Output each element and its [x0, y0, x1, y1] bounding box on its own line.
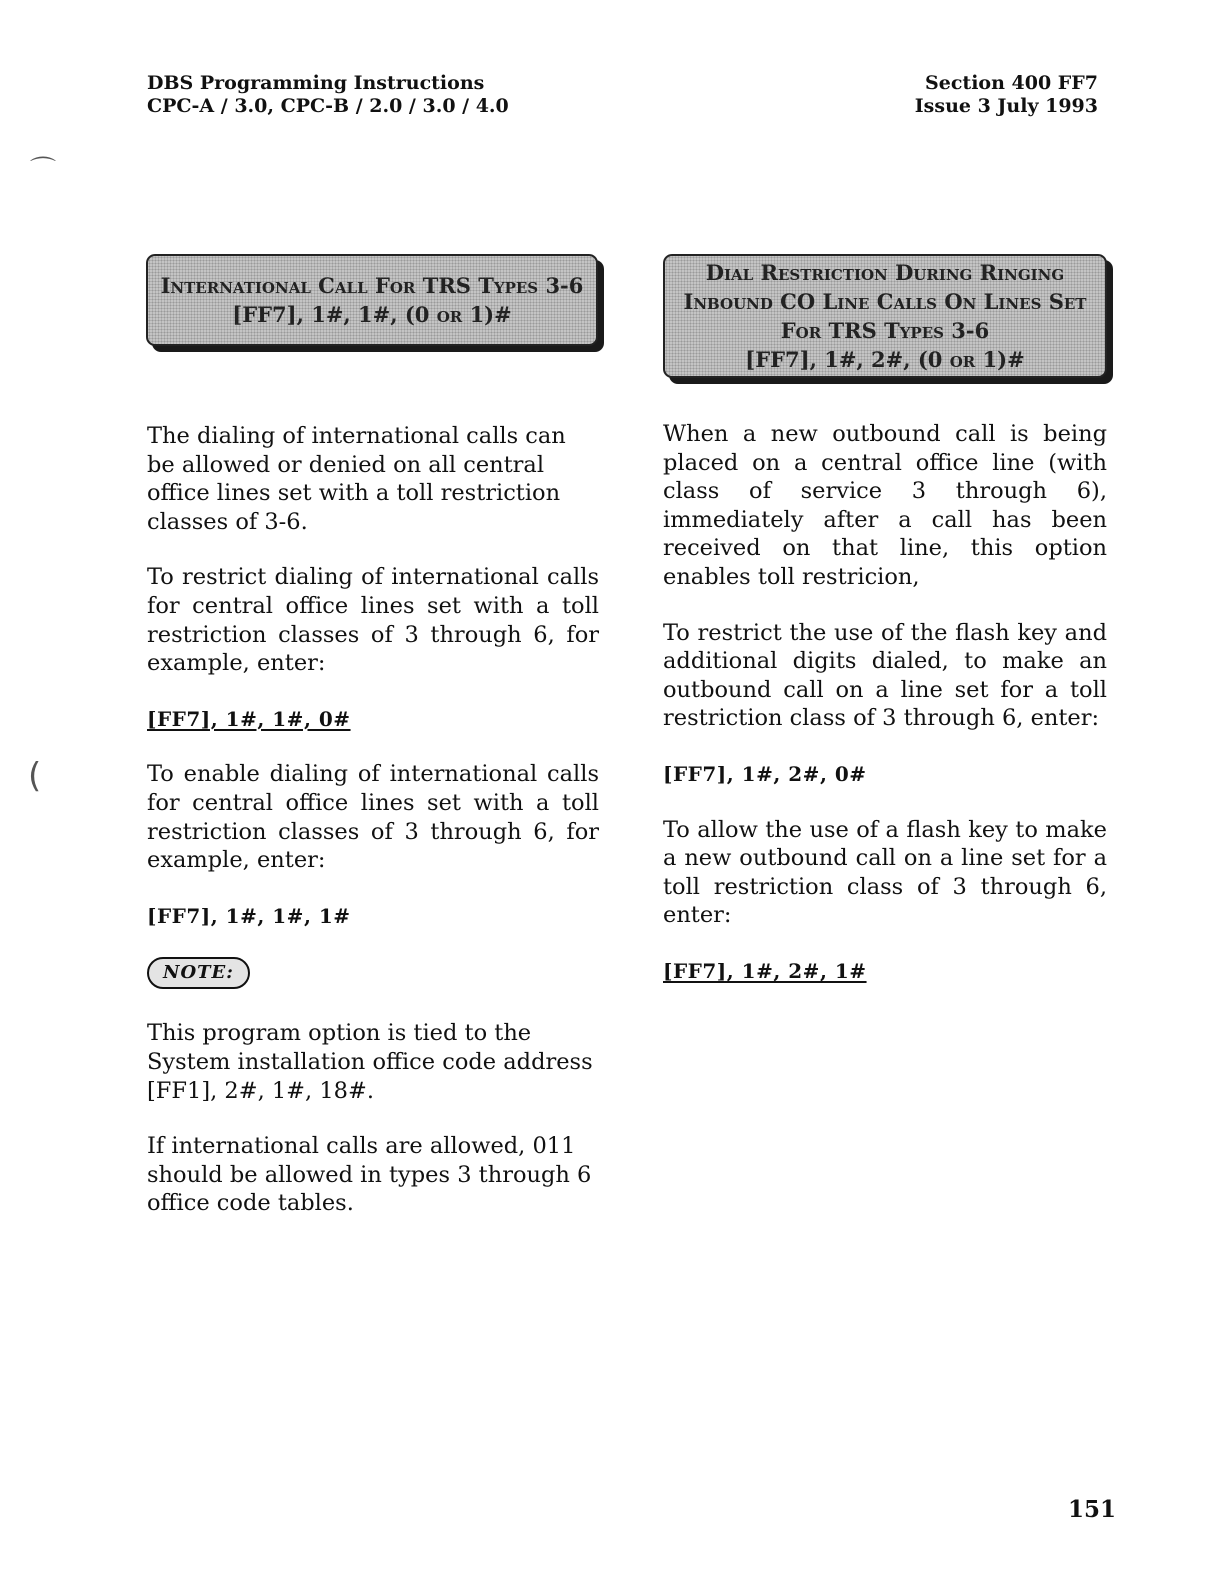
scan-mark-left: ( [28, 756, 42, 796]
scan-mark-top-left: ⌒ [30, 156, 57, 186]
left-paragraph-note: This program option is tied to the System installation office code address [FF1], 2#, 1#, 18#. [147, 1020, 593, 1104]
right-paragraph-restrict: To restrict the use of the flash key and additional digits dialed, to make an outbound call on a line set for a toll restriction class of 3 through 6, enter: [663, 619, 1107, 732]
right-title-line4: [FF7], 1#, 2#, (0 or 1)# [745, 347, 1025, 372]
issue-date: Issue 3 July 1993 [914, 95, 1098, 117]
doc-title: DBS Programming Instructions [147, 72, 485, 94]
right-code-allow: [FF7], 1#, 2#, 1# [663, 958, 867, 983]
section-label: Section 400 FF7 [925, 72, 1098, 94]
left-title-line1: International Call For TRS Types 3-6 [160, 273, 584, 298]
header-right [915, 72, 1098, 118]
right-title-box [663, 254, 1107, 378]
page-number: 151 [1067, 1496, 1116, 1523]
right-paragraph-intro: When a new outbound call is being placed on a central office line (with class of service 3 through 6), immediately after a call has been received on that line, this option enables toll restricion, [663, 421, 1107, 590]
right-title-line2: Inbound CO Line Calls On Lines Set [683, 289, 1087, 314]
left-code-restrict: [FF7], 1#, 1#, 0# [147, 706, 351, 731]
right-title-line1: Dial Restriction During Ringing [705, 260, 1065, 285]
left-paragraph-allowed: If international calls are allowed, 011 should be allowed in types 3 through 6 office code tables. [147, 1133, 592, 1217]
left-code-enable: [FF7], 1#, 1#, 1# [147, 903, 351, 928]
right-title-line3: For TRS Types 3-6 [780, 318, 990, 343]
left-column [147, 422, 599, 1245]
header-left [147, 72, 509, 118]
left-paragraph-enable: To enable dialing of international calls for central office lines set with a toll restriction classes of 3 through 6, for example, enter: [147, 761, 599, 874]
left-paragraph-restrict: To restrict dialing of international calls for central office lines set with a toll restriction classes of 3 through 6, for example, enter: [147, 564, 599, 677]
left-title-line2: [FF7], 1#, 1#, (0 or 1)# [232, 302, 512, 327]
left-title-box [146, 254, 598, 346]
right-code-restrict: [FF7], 1#, 2#, 0# [663, 761, 867, 786]
doc-versions: CPC-A / 3.0, CPC-B / 2.0 / 3.0 / 4.0 [147, 95, 509, 117]
left-paragraph-intro: The dialing of international calls can be allowed or denied on all central office lines set with a toll restriction classes of 3-6. [147, 423, 566, 535]
right-paragraph-allow: To allow the use of a flash key to make a new outbound call on a line set for a toll restriction class of 3 through 6, enter: [663, 816, 1107, 929]
right-column [663, 420, 1107, 1013]
note-badge: NOTE: [147, 957, 250, 989]
